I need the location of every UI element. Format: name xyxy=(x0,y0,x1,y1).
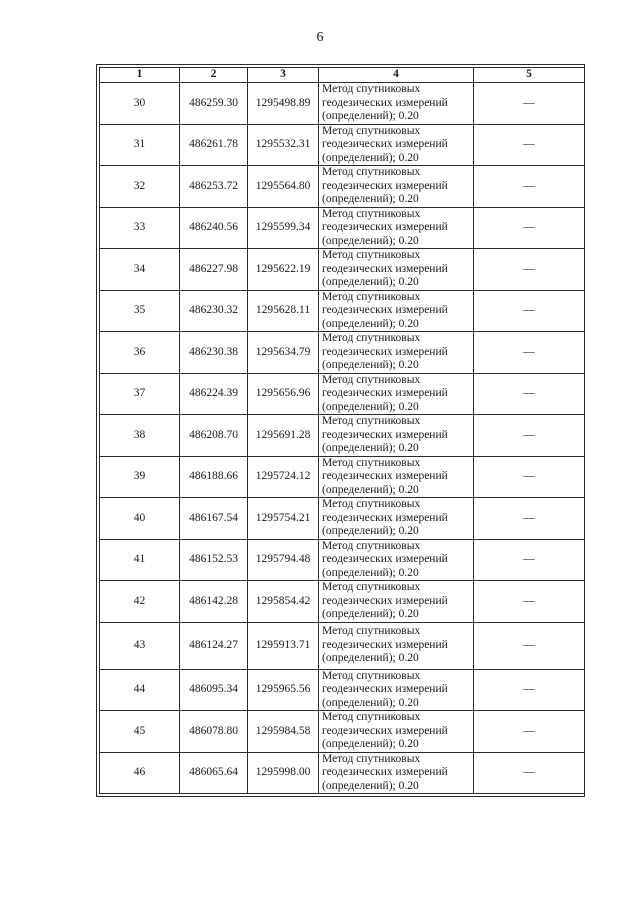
point-number-cell: 30 xyxy=(100,83,180,125)
method-line-1: Метод спутниковых xyxy=(322,456,421,469)
method-line-3: (определений); 0.20 xyxy=(322,566,419,579)
method-line-1: Метод спутниковых xyxy=(322,249,421,261)
table-row xyxy=(100,498,585,540)
y-coordinate-cell: 1295498.89 xyxy=(248,83,319,125)
note-cell: — xyxy=(474,752,585,794)
column-header-1: 1 xyxy=(100,68,180,83)
method-line-1: Метод спутниковых xyxy=(322,373,421,386)
method-line-2: геодезических измерений xyxy=(322,221,448,233)
table-row xyxy=(100,373,585,415)
point-number-cell: 37 xyxy=(100,373,180,415)
method-cell xyxy=(319,290,474,332)
y-coordinate-cell: 1295754.21 xyxy=(248,498,319,540)
method-line-2: геодезических измерений xyxy=(322,345,448,358)
page-number: 6 xyxy=(316,30,324,45)
method-cell xyxy=(319,581,474,623)
column-header-5: 5 xyxy=(474,68,585,83)
method-line-2: геодезических измерений xyxy=(322,683,448,695)
y-coordinate-cell: 1295599.34 xyxy=(248,207,319,249)
table-row xyxy=(100,332,585,374)
note-cell: — xyxy=(474,711,585,753)
point-number-cell: 32 xyxy=(100,166,180,208)
y-coordinate-cell: 1295854.42 xyxy=(248,581,319,623)
column-header-4: 4 xyxy=(319,68,474,83)
method-cell xyxy=(319,124,474,166)
point-number-cell: 46 xyxy=(100,752,180,794)
point-number-cell: 36 xyxy=(100,332,180,374)
method-line-3: (определений); 0.20 xyxy=(322,234,419,247)
method-line-2: геодезических измерений xyxy=(322,470,448,482)
x-coordinate-cell: 486261.78 xyxy=(180,124,248,166)
note-cell: — xyxy=(474,207,585,249)
method-line-1: Метод спутниковых xyxy=(322,625,421,638)
table-row xyxy=(100,207,585,249)
method-line-1: Метод спутниковых xyxy=(322,415,421,427)
table-row xyxy=(100,415,585,457)
x-coordinate-cell: 486152.53 xyxy=(180,539,248,581)
method-cell xyxy=(319,207,474,249)
note-cell: — xyxy=(474,498,585,540)
y-coordinate-cell: 1295628.11 xyxy=(248,290,319,332)
x-coordinate-cell: 486253.72 xyxy=(180,166,248,208)
method-line-2: геодезических измерений xyxy=(322,594,448,607)
method-cell xyxy=(319,373,474,415)
y-coordinate-cell: 1295965.56 xyxy=(248,669,319,711)
table-row xyxy=(100,752,585,794)
table-row xyxy=(100,669,585,711)
table-row xyxy=(100,711,585,753)
x-coordinate-cell: 486227.98 xyxy=(180,249,248,291)
note-cell: — xyxy=(474,166,585,208)
point-number-cell: 38 xyxy=(100,415,180,457)
x-coordinate-cell: 486065.64 xyxy=(180,752,248,794)
x-coordinate-cell: 486142.28 xyxy=(180,581,248,623)
method-line-1: Метод спутниковых xyxy=(322,166,421,178)
y-coordinate-cell: 1295691.28 xyxy=(248,415,319,457)
y-coordinate-cell: 1295913.71 xyxy=(248,622,319,669)
method-line-3: (определений); 0.20 xyxy=(322,525,419,537)
method-line-2: геодезических измерений xyxy=(322,262,448,275)
note-cell: — xyxy=(474,415,585,457)
method-cell xyxy=(319,498,474,540)
method-cell xyxy=(319,752,474,794)
y-coordinate-cell: 1295622.19 xyxy=(248,249,319,291)
x-coordinate-cell: 486208.70 xyxy=(180,415,248,457)
y-coordinate-cell: 1295532.31 xyxy=(248,124,319,166)
method-line-3: (определений); 0.20 xyxy=(322,317,419,330)
method-line-3: (определений); 0.20 xyxy=(322,738,419,750)
table-row xyxy=(100,124,585,166)
method-line-2: геодезических измерений xyxy=(322,553,448,565)
y-coordinate-cell: 1295656.96 xyxy=(248,373,319,415)
y-coordinate-cell: 1295634.79 xyxy=(248,332,319,374)
method-cell xyxy=(319,415,474,457)
method-line-2: геодезических измерений xyxy=(322,304,448,316)
coordinates-table xyxy=(99,67,585,794)
method-line-3: (определений); 0.20 xyxy=(322,608,419,620)
note-cell: — xyxy=(474,539,585,581)
x-coordinate-cell: 486230.32 xyxy=(180,290,248,332)
method-cell xyxy=(319,83,474,125)
method-cell xyxy=(319,539,474,581)
x-coordinate-cell: 486259.30 xyxy=(180,83,248,125)
method-line-1: Метод спутниковых xyxy=(322,752,421,765)
method-line-3: (определений); 0.20 xyxy=(322,359,419,371)
x-coordinate-cell: 486240.56 xyxy=(180,207,248,249)
point-number-cell: 33 xyxy=(100,207,180,249)
note-cell: — xyxy=(474,456,585,498)
method-line-2: геодезических измерений xyxy=(322,638,448,651)
method-line-2: геодезических измерений xyxy=(322,138,448,150)
method-cell xyxy=(319,332,474,374)
note-cell: — xyxy=(474,669,585,711)
method-line-3: (определений); 0.20 xyxy=(322,483,419,496)
method-line-1: Метод спутниковых xyxy=(322,669,421,682)
note-cell: — xyxy=(474,332,585,374)
note-cell: — xyxy=(474,373,585,415)
table-row xyxy=(100,622,585,669)
point-number-cell: 45 xyxy=(100,711,180,753)
point-number-cell: 43 xyxy=(100,622,180,669)
point-number-cell: 31 xyxy=(100,124,180,166)
method-line-3: (определений); 0.20 xyxy=(322,779,419,792)
note-cell: — xyxy=(474,622,585,669)
method-line-3: (определений); 0.20 xyxy=(322,276,419,288)
method-line-2: геодезических измерений xyxy=(322,428,448,441)
y-coordinate-cell: 1295998.00 xyxy=(248,752,319,794)
method-line-1: Метод спутниковых xyxy=(322,498,421,510)
x-coordinate-cell: 486095.34 xyxy=(180,669,248,711)
method-line-1: Метод спутниковых xyxy=(322,207,421,220)
method-line-3: (определений); 0.20 xyxy=(322,696,419,709)
method-cell xyxy=(319,166,474,208)
x-coordinate-cell: 486124.27 xyxy=(180,622,248,669)
method-line-1: Метод спутниковых xyxy=(322,332,421,344)
method-line-3: (определений); 0.20 xyxy=(322,151,419,164)
x-coordinate-cell: 486078.80 xyxy=(180,711,248,753)
point-number-cell: 41 xyxy=(100,539,180,581)
x-coordinate-cell: 486188.66 xyxy=(180,456,248,498)
x-coordinate-cell: 486230.38 xyxy=(180,332,248,374)
point-number-cell: 42 xyxy=(100,581,180,623)
table-row xyxy=(100,166,585,208)
point-number-cell: 34 xyxy=(100,249,180,291)
y-coordinate-cell: 1295794.48 xyxy=(248,539,319,581)
method-cell xyxy=(319,669,474,711)
method-cell xyxy=(319,711,474,753)
method-line-2: геодезических измерений xyxy=(322,511,448,524)
method-line-3: (определений); 0.20 xyxy=(322,110,419,122)
method-line-3: (определений); 0.20 xyxy=(322,193,419,205)
coordinates-table-frame xyxy=(96,64,585,797)
point-number-cell: 35 xyxy=(100,290,180,332)
method-line-2: геодезических измерений xyxy=(322,387,448,399)
note-cell: — xyxy=(474,83,585,125)
table-row xyxy=(100,290,585,332)
method-line-3: (определений); 0.20 xyxy=(322,652,419,665)
point-number-cell: 39 xyxy=(100,456,180,498)
method-line-1: Метод спутниковых xyxy=(322,124,421,137)
method-line-3: (определений); 0.20 xyxy=(322,400,419,413)
table-row xyxy=(100,539,585,581)
method-line-2: геодезических измерений xyxy=(322,96,448,109)
method-line-2: геодезических измерений xyxy=(322,766,448,778)
method-line-1: Метод спутниковых xyxy=(322,290,421,303)
note-cell: — xyxy=(474,249,585,291)
table-row xyxy=(100,456,585,498)
column-header-3: 3 xyxy=(248,68,319,83)
note-cell: — xyxy=(474,581,585,623)
method-line-1: Метод спутниковых xyxy=(322,581,421,593)
point-number-cell: 40 xyxy=(100,498,180,540)
note-cell: — xyxy=(474,124,585,166)
table-row xyxy=(100,83,585,125)
y-coordinate-cell: 1295564.80 xyxy=(248,166,319,208)
method-line-2: геодезических измерений xyxy=(322,179,448,192)
method-cell xyxy=(319,456,474,498)
method-cell xyxy=(319,249,474,291)
x-coordinate-cell: 486167.54 xyxy=(180,498,248,540)
method-line-3: (определений); 0.20 xyxy=(322,442,419,454)
method-line-1: Метод спутниковых xyxy=(322,711,421,723)
x-coordinate-cell: 486224.39 xyxy=(180,373,248,415)
method-line-1: Метод спутниковых xyxy=(322,83,421,95)
method-line-2: геодезических измерений xyxy=(322,724,448,737)
y-coordinate-cell: 1295724.12 xyxy=(248,456,319,498)
y-coordinate-cell: 1295984.58 xyxy=(248,711,319,753)
table-row xyxy=(100,249,585,291)
point-number-cell: 44 xyxy=(100,669,180,711)
method-line-1: Метод спутниковых xyxy=(322,539,421,552)
table-row xyxy=(100,581,585,623)
note-cell: — xyxy=(474,290,585,332)
table-header-row xyxy=(100,68,585,83)
method-cell xyxy=(319,622,474,669)
table-body xyxy=(100,83,585,794)
column-header-2: 2 xyxy=(180,68,248,83)
